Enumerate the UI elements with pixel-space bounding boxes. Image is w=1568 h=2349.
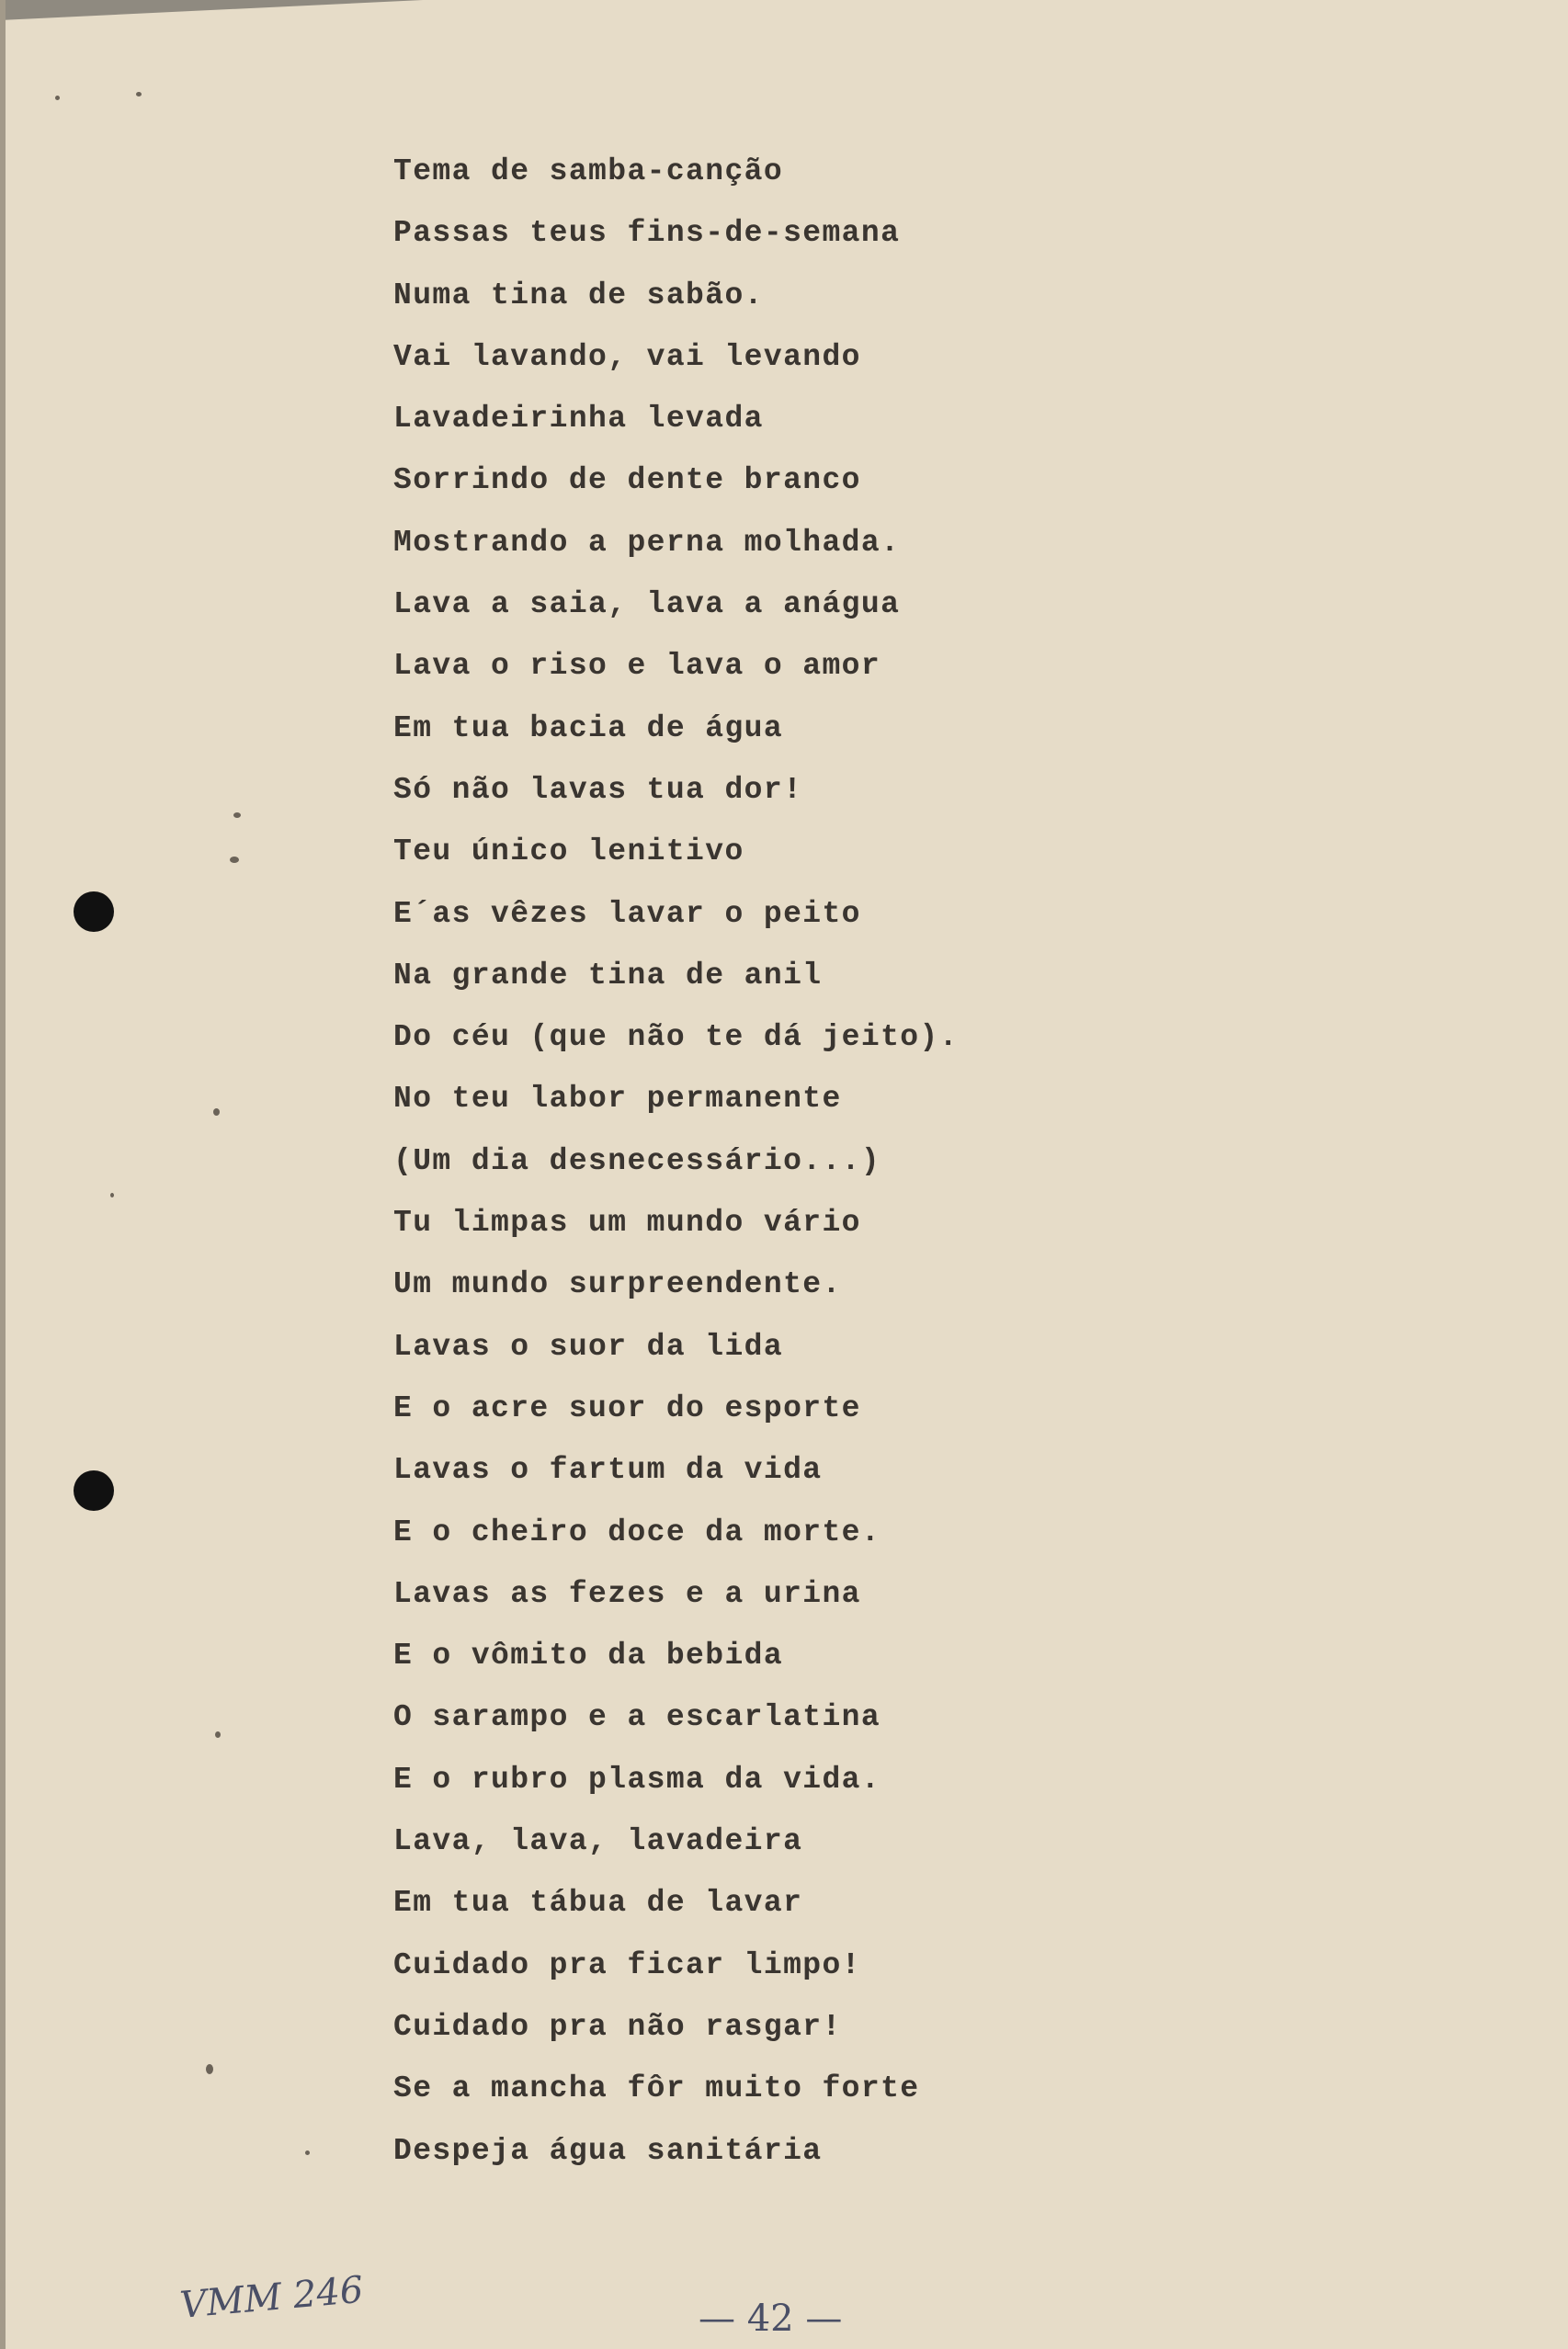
poem-line: Passas teus fins-de-semana <box>393 216 901 251</box>
poem-line: Sorrindo de dente branco <box>393 463 861 498</box>
poem-line: Lava, lava, lavadeira <box>393 1824 803 1859</box>
punch-hole <box>74 1470 114 1511</box>
ink-speck <box>55 96 60 100</box>
poem-text <box>393 153 1404 2194</box>
poem-line: Numa tina de sabão. <box>393 278 764 312</box>
poem-line: Lavadeirinha levada <box>393 402 764 437</box>
page-number: — 42 — <box>699 2298 843 2340</box>
ink-speck <box>110 1193 114 1197</box>
poem-line: Mostrando a perna molhada. <box>393 525 901 560</box>
poem-line: (Um dia desnecessário...) <box>393 1143 881 1178</box>
poem-line: Despeja água sanitária <box>393 2133 823 2168</box>
torn-corner <box>0 0 423 20</box>
poem-line: E o cheiro doce da morte. <box>393 1515 881 1549</box>
ink-speck <box>305 2150 310 2155</box>
poem-line: E o rubro plasma da vida. <box>393 1762 881 1797</box>
poem-line: Se a mancha fôr muito forte <box>393 2071 920 2106</box>
poem-line: Lava a saia, lava a anágua <box>393 587 901 622</box>
poem-line: Tema de samba-canção <box>393 154 784 188</box>
poem-line: Teu único lenitivo <box>393 834 744 869</box>
poem-line: Só não lavas tua dor! <box>393 772 803 807</box>
punch-hole <box>74 891 114 932</box>
poem-line: Lavas as fezes e a urina <box>393 1576 861 1611</box>
page-edge <box>0 0 6 2349</box>
poem-line: E o acre suor do esporte <box>393 1390 861 1425</box>
poem-line: Do céu (que não te dá jeito). <box>393 1020 959 1055</box>
poem-line: Cuidado pra não rasgar! <box>393 2009 842 2044</box>
catalog-mark: VMM 246 <box>177 2268 366 2327</box>
ink-speck <box>213 1108 220 1116</box>
ink-speck <box>136 92 142 96</box>
poem-line: Vai lavando, vai levando <box>393 339 861 374</box>
poem-line: Um mundo surpreendente. <box>393 1267 842 1302</box>
poem-line: Na grande tina de anil <box>393 958 823 993</box>
poem-line: Lava o riso e lava o amor <box>393 649 881 684</box>
poem-line: Cuidado pra ficar limpo! <box>393 1947 861 1982</box>
poem-line: O sarampo e a escarlatina <box>393 1700 881 1735</box>
poem-line: Lavas o suor da lida <box>393 1329 784 1364</box>
ink-speck <box>230 857 239 863</box>
poem-line: Em tua bacia de água <box>393 710 784 745</box>
poem-line: E o vômito da bebida <box>393 1639 784 1674</box>
poem-line: Lavas o fartum da vida <box>393 1453 823 1488</box>
ink-speck <box>215 1731 221 1738</box>
poem-line: Em tua tábua de lavar <box>393 1886 803 1921</box>
poem-line: E´as vêzes lavar o peito <box>393 896 861 931</box>
ink-speck <box>233 812 241 818</box>
poem-line: No teu labor permanente <box>393 1082 842 1117</box>
poem-line: Tu limpas um mundo vário <box>393 1206 861 1241</box>
ink-speck <box>206 2064 213 2074</box>
